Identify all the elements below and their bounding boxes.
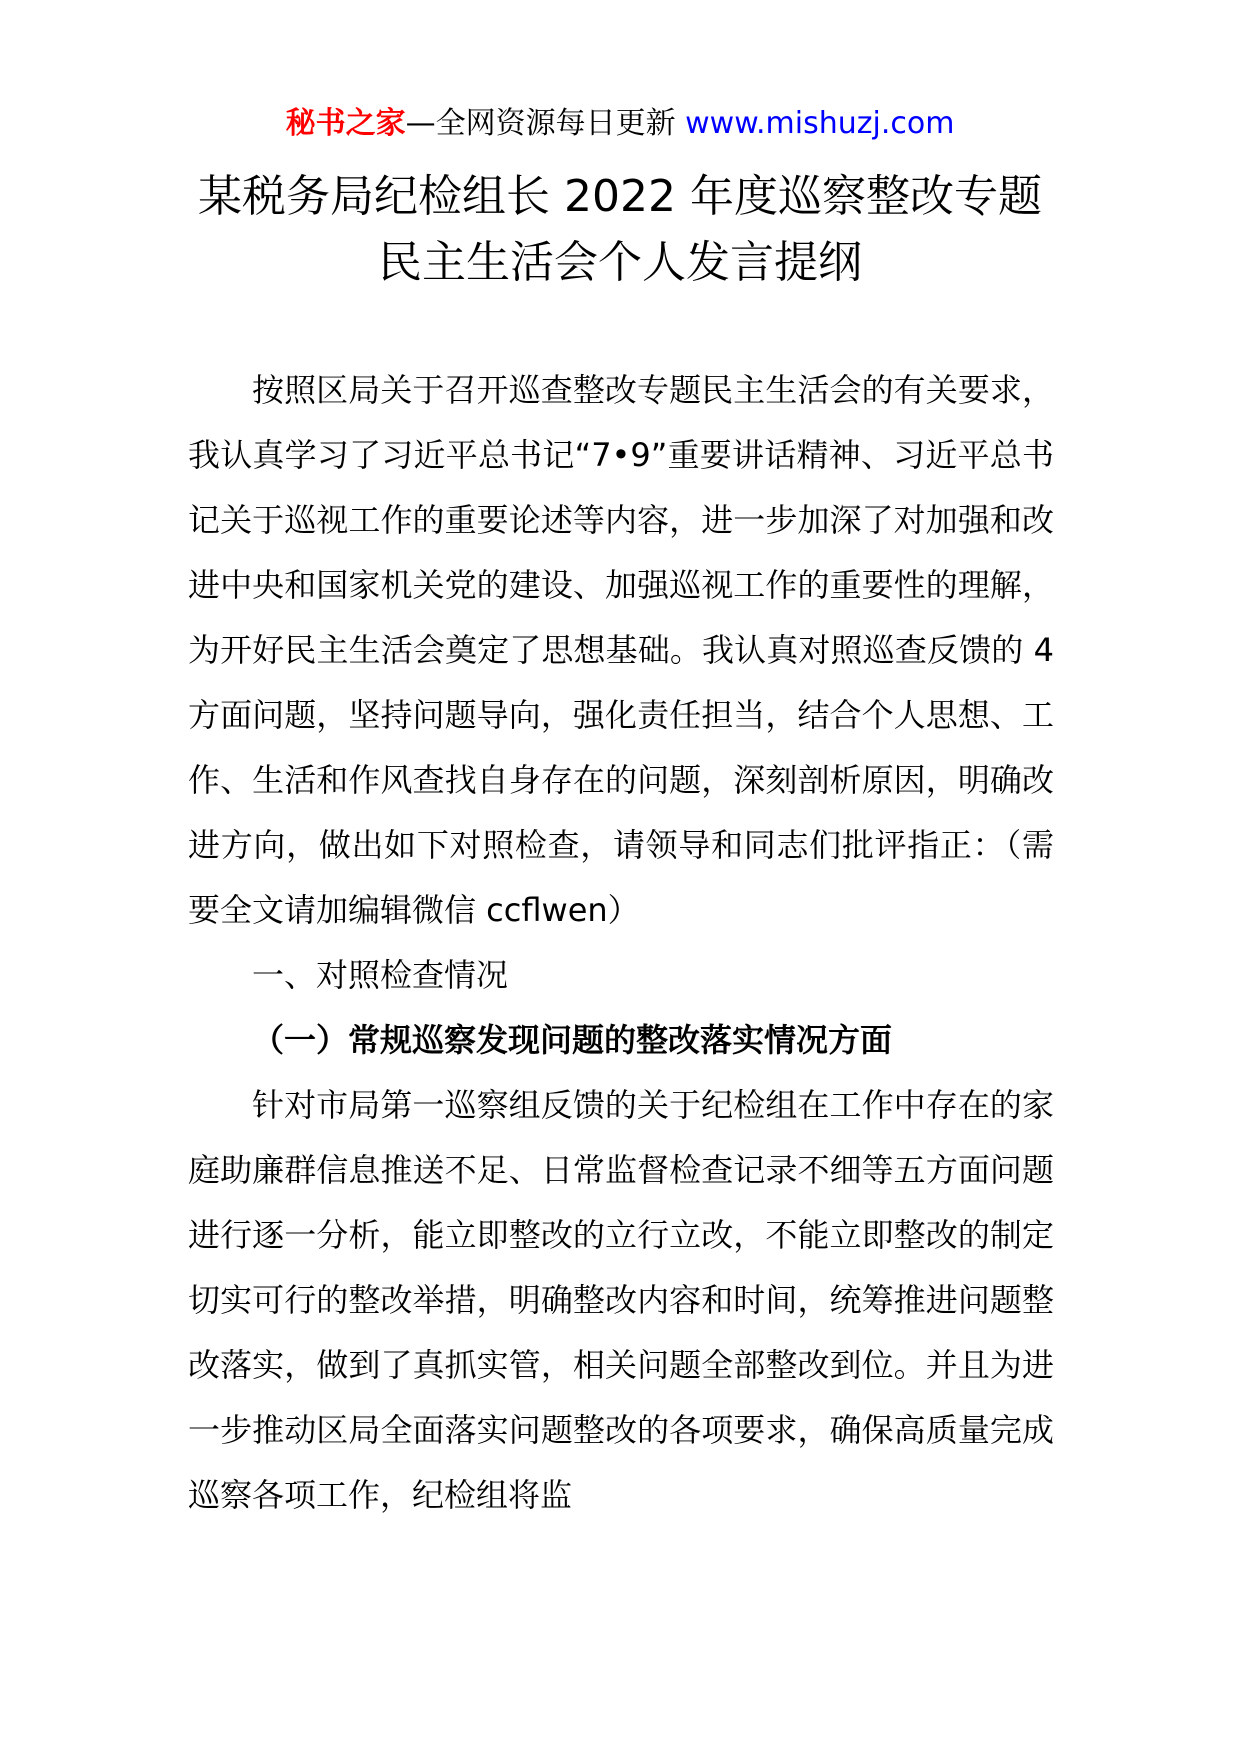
site-banner (0, 102, 1240, 146)
intro-paragraph: 按照区局关于召开巡查整改专题民主生活会的有关要求，我认真学习了习近平总书记“7•9”重要讲话精神、习近平总书记关于巡视工作的重要论述等内容，进一步加深了对加强和改进中央和国家机关党的建设、加强巡视工作的重要性的理解，为开好民主生活会奠定了思想基础。我认真对照巡查反馈的 4 方面问题，坚持问题导向，强化责任担当，结合个人思想、工作、生活和作风查找自身存在的问题，深刻剖析原因，明确改进方向，做出如下对照检查，请领导和同志们批评指正：（需要全文请加编辑微信 ccflwen） (188, 371, 1054, 929)
title-line-1: 某税务局纪检组长 2022 年度巡察整改专题 (198, 171, 1042, 222)
body-paragraph: 针对市局第一巡察组反馈的关于纪检组在工作中存在的家庭助廉群信息推送不足、日常监督检查记录不细等五方面问题进行逐一分析，能立即整改的立行立改，不能立即整改的制定切实可行的整改举措，明确整改内容和时间，统筹推进问题整改落实，做到了真抓实管，相关问题全部整改到位。并且为进一步推动区局全面落实问题整改的各项要求，确保高质量完成巡察各项工作，纪检组将监 (188, 1086, 1054, 1514)
subsection-heading: （一）常规巡察发现问题的整改落实情况方面 (252, 1021, 893, 1059)
banner-tagline: —全网资源每日更新 (405, 106, 686, 141)
brand-name: 秘书之家 (285, 106, 406, 141)
site-url-link[interactable]: www.mishuzj.com (685, 106, 955, 141)
section-heading: 一、对照检查情况 (252, 956, 509, 994)
document-body (188, 358, 1054, 1528)
document-title (0, 164, 1240, 296)
title-line-2: 民主生活会个人发言提纲 (378, 237, 862, 288)
